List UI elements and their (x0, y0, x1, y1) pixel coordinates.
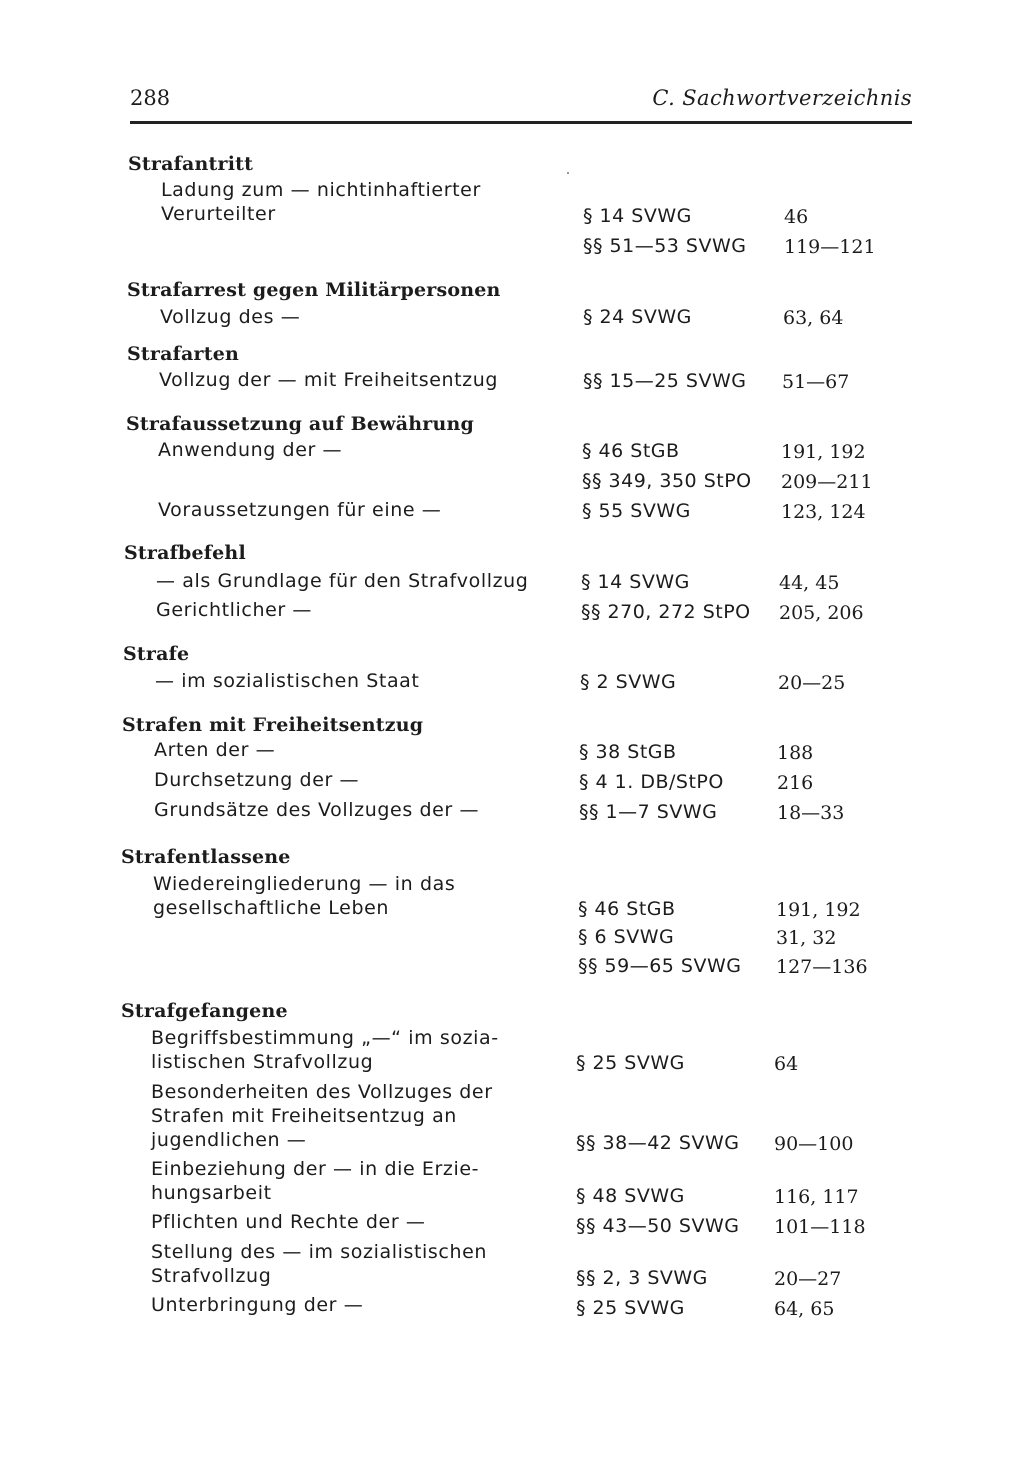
page-reference: 116, 117 (774, 1186, 859, 1208)
page-reference: 64 (774, 1053, 799, 1075)
entry-heading: Strafantritt (128, 153, 254, 175)
subentry-text: Einbeziehung der — in die Erzie- (151, 1158, 480, 1180)
entry-heading: Strafgefangene (121, 1000, 288, 1022)
page-reference: 119—121 (784, 236, 876, 258)
legal-reference: § 46 StGB (582, 440, 680, 462)
page-reference: 127—136 (776, 956, 868, 978)
legal-reference: § 55 SVWG (582, 500, 691, 522)
subentry-text: Wiedereingliederung — in das (153, 873, 456, 895)
subentry-text: Besonderheiten des Vollzuges der (151, 1081, 493, 1103)
subentry-text: Verurteilter (161, 203, 276, 225)
page-reference: 20—27 (774, 1268, 842, 1290)
legal-reference: § 24 SVWG (583, 306, 692, 328)
entry-heading: Strafentlassene (121, 846, 291, 868)
legal-reference: § 25 SVWG (576, 1297, 685, 1319)
page-reference: 205, 206 (779, 602, 864, 624)
subentry-text: Voraussetzungen für eine — (158, 499, 442, 521)
subentry-text: Gerichtlicher — (156, 599, 313, 621)
page-reference: 44, 45 (779, 572, 840, 594)
page-reference: 216 (777, 772, 814, 794)
entry-heading: Strafen mit Freiheitsentzug (122, 714, 424, 736)
page-reference: 63, 64 (783, 307, 844, 329)
subentry-text: Pflichten und Rechte der — (151, 1211, 426, 1233)
subentry-text: — im sozialistischen Staat (155, 670, 420, 692)
legal-reference: § 14 SVWG (581, 571, 690, 593)
page-reference: 46 (784, 206, 809, 228)
subentry-text: jugendlichen — (151, 1129, 307, 1151)
entry-heading: Strafe (123, 643, 190, 665)
legal-reference: § 38 StGB (579, 741, 677, 763)
legal-reference: §§ 270, 272 StPO (581, 601, 751, 623)
subentry-text: Stellung des — im sozialistischen (151, 1241, 488, 1263)
subentry-text: Begriffsbestimmung „—“ im sozia- (151, 1027, 499, 1049)
legal-reference: §§ 43—50 SVWG (576, 1215, 740, 1237)
subentry-text: Ladung zum — nichtinhaftierter (161, 179, 481, 201)
page-reference: 31, 32 (776, 927, 837, 949)
subentry-text: Strafvollzug (151, 1265, 272, 1287)
subentry-text: Durchsetzung der — (154, 769, 360, 791)
subentry-text: Anwendung der — (158, 439, 343, 461)
page-number: 288 (130, 86, 171, 110)
subentry-text: Grundsätze des Vollzuges der — (154, 799, 480, 821)
legal-reference: §§ 1—7 SVWG (579, 801, 718, 823)
legal-reference: §§ 59—65 SVWG (578, 955, 742, 977)
subentry-text: hungsarbeit (151, 1182, 272, 1204)
page-reference: 64, 65 (774, 1298, 835, 1320)
page-reference: 188 (777, 742, 814, 764)
entry-heading: Strafaussetzung auf Bewährung (126, 413, 474, 435)
page-reference: 51—67 (782, 371, 850, 393)
subentry-text: Strafen mit Freiheitsentzug an (151, 1105, 457, 1127)
legal-reference: §§ 349, 350 StPO (582, 470, 752, 492)
legal-reference: § 6 SVWG (578, 926, 675, 948)
legal-reference: §§ 15—25 SVWG (583, 370, 747, 392)
entry-heading: Strafarten (127, 343, 239, 365)
subentry-text: — als Grundlage für den Strafvollzug (156, 570, 529, 592)
subentry-text: Arten der — (154, 739, 276, 761)
legal-reference: §§ 2, 3 SVWG (576, 1267, 708, 1289)
entry-heading: Strafarrest gegen Militärpersonen (127, 279, 501, 301)
subentry-text: Vollzug der — mit Freiheitsentzug (159, 369, 499, 391)
page-reference: 90—100 (774, 1133, 854, 1155)
legal-reference: §§ 51—53 SVWG (583, 235, 747, 257)
subentry-text: Unterbringung der — (151, 1294, 364, 1316)
legal-reference: § 48 SVWG (576, 1185, 685, 1207)
legal-reference: § 25 SVWG (576, 1052, 685, 1074)
page-reference: 18—33 (777, 802, 845, 824)
entry-heading: Strafbefehl (124, 542, 246, 564)
legal-reference: § 2 SVWG (580, 671, 677, 693)
legal-reference: § 46 StGB (578, 898, 676, 920)
page-reference: 191, 192 (781, 441, 866, 463)
legal-reference: § 4 1. DB/StPO (579, 771, 724, 793)
page-reference: 123, 124 (781, 501, 866, 523)
page-reference: 191, 192 (776, 899, 861, 921)
running-title: C. Sachwortverzeichnis (652, 86, 912, 110)
legal-reference: § 14 SVWG (583, 205, 692, 227)
legal-reference: §§ 38—42 SVWG (576, 1132, 740, 1154)
page-reference: 20—25 (778, 672, 846, 694)
subentry-text: gesellschaftliche Leben (153, 897, 390, 919)
page-reference: 101—118 (774, 1216, 866, 1238)
subentry-text: listischen Strafvollzug (151, 1051, 374, 1073)
subentry-text: Vollzug des — (160, 306, 301, 328)
page-reference: 209—211 (781, 471, 873, 493)
